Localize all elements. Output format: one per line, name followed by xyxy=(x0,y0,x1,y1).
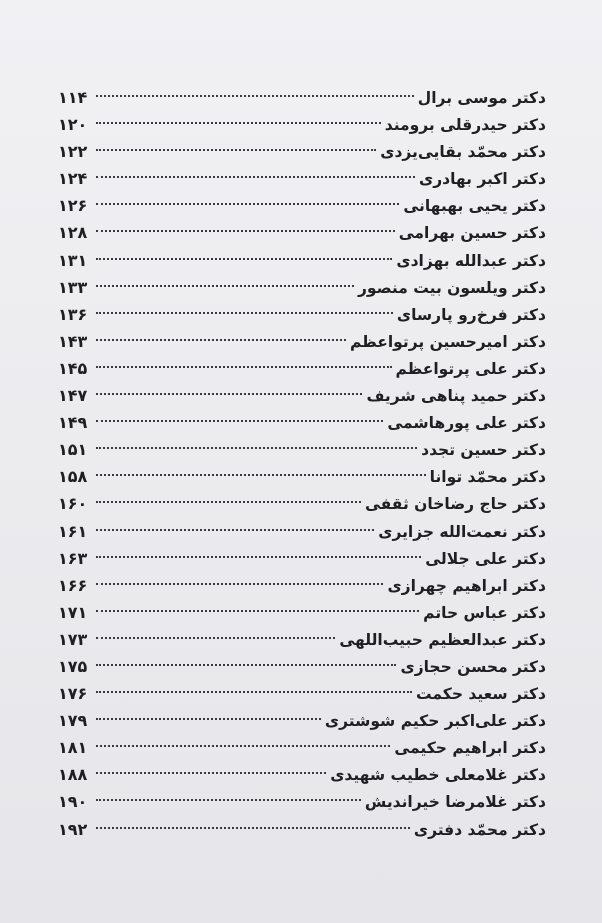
entry-title: دکتر غلامعلی خطیب شهیدی xyxy=(330,766,546,785)
toc-entry xyxy=(58,436,546,463)
entry-page-number: ۱۲۸ xyxy=(58,223,88,243)
dot-leader xyxy=(96,583,383,585)
toc-entry xyxy=(58,572,546,599)
entry-title: دکتر محمّد توانا xyxy=(429,468,546,487)
entry-page-number: ۱۳۳ xyxy=(58,277,88,297)
toc-entry xyxy=(58,626,546,653)
entry-page-number: ۱۲۰ xyxy=(58,115,88,135)
entry-title: دکتر محسن حجازی xyxy=(400,657,546,676)
toc-entry xyxy=(58,761,546,788)
dot-leader xyxy=(96,366,392,368)
toc-entry xyxy=(58,463,546,490)
toc-entry xyxy=(58,490,546,517)
dot-leader xyxy=(96,420,383,422)
toc-entry xyxy=(58,734,546,761)
entry-page-number: ۱۱۴ xyxy=(58,88,88,107)
entry-page-number: ۱۵۸ xyxy=(58,467,88,487)
dot-leader xyxy=(96,827,410,829)
toc-entry xyxy=(58,788,546,815)
dot-leader xyxy=(96,312,393,314)
entry-page-number: ۱۲۴ xyxy=(58,169,88,189)
entry-page-number: ۱۶۰ xyxy=(58,494,88,514)
entry-title: دکتر حاج رضاخان ثقفی xyxy=(364,495,546,514)
toc-entry xyxy=(58,138,546,165)
toc-entry xyxy=(58,355,546,382)
entry-title: دکتر موسی برال xyxy=(417,89,546,107)
entry-title: دکتر علی پورهاشمی xyxy=(387,414,546,433)
entry-page-number: ۱۷۵ xyxy=(58,656,88,676)
toc-entry xyxy=(58,301,546,328)
entry-page-number: ۱۴۷ xyxy=(58,386,88,406)
entry-title: دکتر امیرحسین پرتواعظم xyxy=(350,332,546,351)
dot-leader xyxy=(96,122,381,124)
dot-leader xyxy=(96,447,417,449)
table-of-contents xyxy=(58,84,546,843)
toc-entry xyxy=(58,192,546,219)
dot-leader xyxy=(96,745,390,747)
entry-title: دکتر اکبر بهادری xyxy=(419,170,546,189)
entry-title: دکتر عبدالله بهزادی xyxy=(396,251,546,270)
entry-title: دکتر حسین تجدد xyxy=(421,441,546,460)
dot-leader xyxy=(96,230,395,232)
entry-page-number: ۱۴۵ xyxy=(58,358,88,378)
dot-leader xyxy=(96,203,399,205)
entry-page-number: ۱۷۹ xyxy=(58,711,88,731)
entry-page-number: ۱۷۳ xyxy=(58,629,88,649)
entry-page-number: ۱۳۶ xyxy=(58,304,88,324)
entry-title: دکتر غلامرضا خیراندیش xyxy=(364,793,546,812)
toc-entry xyxy=(58,653,546,680)
dot-leader xyxy=(96,529,374,531)
entry-title: دکتر سعید حکمت xyxy=(416,685,546,704)
dot-leader xyxy=(96,772,326,774)
entry-page-number: ۱۹۲ xyxy=(58,819,88,839)
dot-leader xyxy=(96,149,376,151)
toc-entry xyxy=(58,599,546,626)
entry-page-number: ۱۲۶ xyxy=(58,196,88,216)
entry-title: دکتر نعمت‌الله جزایری xyxy=(378,522,546,541)
entry-title: دکتر حسین بهرامی xyxy=(398,224,546,243)
toc-entry xyxy=(58,707,546,734)
dot-leader xyxy=(96,637,335,639)
dot-leader xyxy=(96,339,346,341)
entry-title: دکتر فرخ‌رو پارسای xyxy=(396,305,546,324)
entry-page-number: ۱۹۰ xyxy=(58,792,88,812)
toc-entry xyxy=(58,219,546,246)
entry-title: دکتر ابراهیم حکیمی xyxy=(394,739,546,758)
entry-title: دکتر علی‌اکبر حکیم شوشتری xyxy=(324,712,546,731)
toc-entry xyxy=(58,328,546,355)
entry-title: دکتر حیدرقلی برومند xyxy=(384,116,546,135)
dot-leader xyxy=(96,285,354,287)
toc-entry xyxy=(58,274,546,301)
dot-leader xyxy=(96,691,412,693)
dot-leader xyxy=(96,393,362,395)
dot-leader xyxy=(96,664,396,666)
entry-title: دکتر حمید پناهی شریف xyxy=(366,387,546,406)
toc-entry xyxy=(58,545,546,572)
entry-title: دکتر ابراهیم چهرازی xyxy=(387,576,546,595)
entry-page-number: ۱۴۳ xyxy=(58,331,88,351)
entry-page-number: ۱۶۳ xyxy=(58,548,88,568)
toc-entry xyxy=(58,247,546,274)
entry-page-number: ۱۷۱ xyxy=(58,602,88,622)
entry-title: دکتر ویلسون بیت منصور xyxy=(357,278,546,297)
entry-title: دکتر عبدالعظیم حبیب‌اللهی xyxy=(339,630,546,649)
toc-entry xyxy=(58,165,546,192)
entry-page-number: ۱۸۱ xyxy=(58,738,88,758)
toc-entry xyxy=(58,518,546,545)
entry-title: دکتر محمّد بقایی‌یزدی xyxy=(380,143,546,162)
entry-title: دکتر یحیی بهبهانی xyxy=(403,197,546,216)
dot-leader xyxy=(96,258,392,260)
entry-page-number: ۱۲۲ xyxy=(58,142,88,162)
toc-entry xyxy=(58,409,546,436)
entry-page-number: ۱۳۱ xyxy=(58,250,88,270)
dot-leader xyxy=(96,556,421,558)
dot-leader xyxy=(96,799,361,801)
dot-leader xyxy=(96,95,414,97)
entry-page-number: ۱۶۱ xyxy=(58,521,88,541)
toc-entry xyxy=(58,382,546,409)
entry-page-number: ۱۷۶ xyxy=(58,684,88,704)
toc-entry xyxy=(58,680,546,707)
toc-entry xyxy=(58,111,546,138)
toc-entry xyxy=(58,84,546,111)
entry-page-number: ۱۶۶ xyxy=(58,575,88,595)
entry-page-number: ۱۵۱ xyxy=(58,440,88,460)
entry-page-number: ۱۴۹ xyxy=(58,413,88,433)
dot-leader xyxy=(96,610,419,612)
dot-leader xyxy=(96,501,361,503)
entry-title: دکتر علی جلالی xyxy=(425,549,546,568)
dot-leader xyxy=(96,176,415,178)
toc-entry xyxy=(58,816,546,843)
entry-title: دکتر محمّد دفتری xyxy=(413,820,546,839)
dot-leader xyxy=(96,474,426,476)
entry-title: دکتر عباس حاتم xyxy=(423,603,546,622)
dot-leader xyxy=(96,718,321,720)
entry-title: دکتر علی پرتواعظم xyxy=(395,359,546,378)
entry-page-number: ۱۸۸ xyxy=(58,765,88,785)
